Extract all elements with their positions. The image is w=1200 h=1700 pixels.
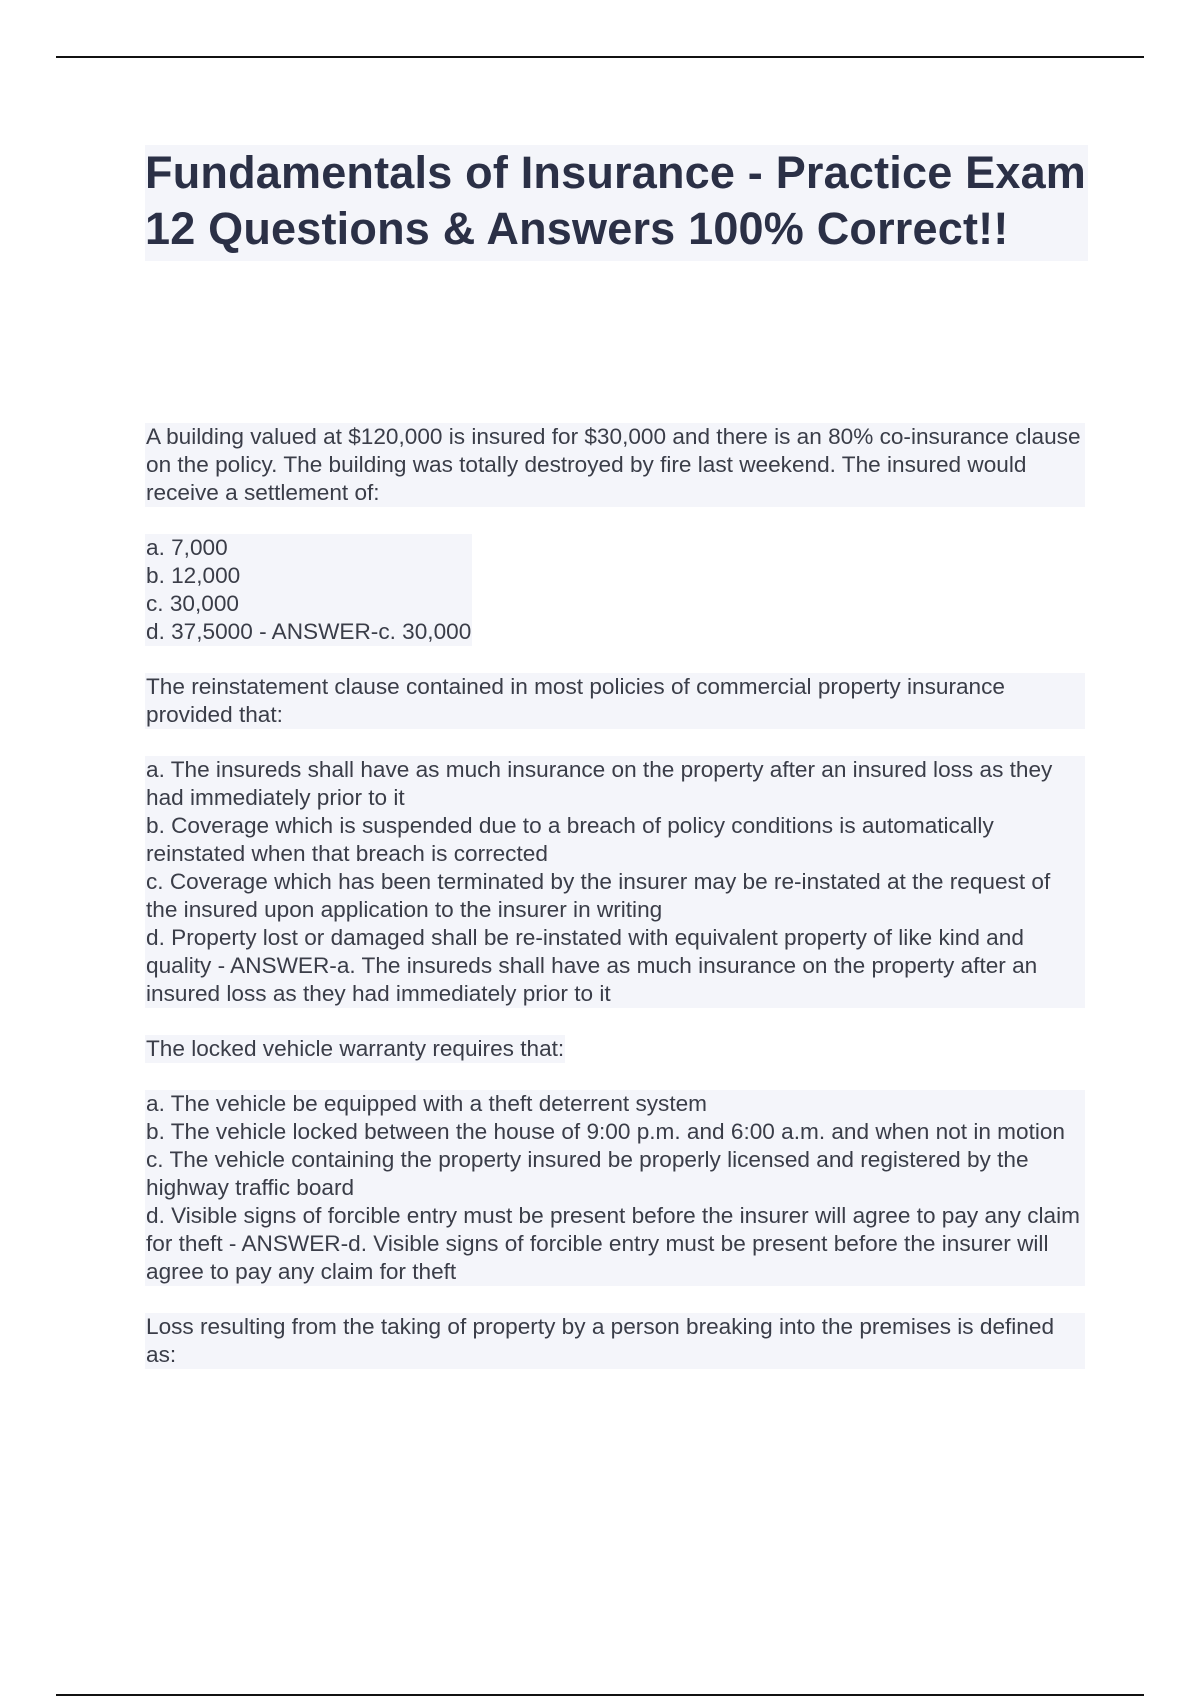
option-a: a. The vehicle be equipped with a theft deterrent system [146,1091,707,1116]
option-d-with-answer [146,924,1084,1008]
option-a: a. The insureds shall have as much insurance on the property after an insured loss as they had immediately prior to it [146,757,1053,810]
question-stem: A building valued at $120,000 is insured for $30,000 and there is an 80% co-insurance clause on the policy. The building was totally destroyed by fire last weekend. The insured would receive a settlement of: [145,423,1085,507]
option-d-with-answer [146,1202,1084,1286]
question-list [145,423,1085,1423]
top-rule [56,56,1144,58]
option-c: c. 30,000 [146,591,239,616]
bottom-rule [56,1694,1144,1696]
option-b: b. 12,000 [146,563,241,588]
question-stem: Loss resulting from the taking of property by a person breaking into the premises is defined as: [145,1313,1085,1369]
answer-key: - ANSWER-c. 30,000 [252,619,472,644]
question-item [145,673,1085,1008]
question-item [145,423,1085,646]
option-d: d. 37,5000 [146,619,253,644]
title-block [145,145,1088,261]
document-title: Fundamentals of Insurance - Practice Exam 12 Questions & Answers 100% Correct!! [145,147,1087,254]
answer-key: - ANSWER-d. Visible signs of forcible entry must be present before the insurer will agree to pay any claim for theft [146,1231,1049,1284]
option-b: b. Coverage which is suspended due to a breach of policy conditions is automatically reinstated when that breach is corrected [146,813,994,866]
question-item [145,1313,1085,1396]
option-c: c. The vehicle containing the property insured be properly licensed and registered by the highway traffic board [146,1147,1029,1200]
question-stem: The reinstatement clause contained in most policies of commercial property insurance provided that: [145,673,1085,729]
option-a: a. 7,000 [146,535,228,560]
answer-options [145,756,1085,1008]
option-b: b. The vehicle locked between the house of 9:00 p.m. and 6:00 a.m. and when not in motion [146,1119,1065,1144]
question-item [145,1035,1085,1286]
answer-key: - ANSWER-a. The insureds shall have as much insurance on the property after an insured loss as they had immediately prior to it [146,953,1038,1006]
option-d: d. Visible signs of forcible entry must be present before the insurer will agree to pay any claim for theft [146,1203,1080,1256]
option-d-with-answer [146,618,471,646]
option-d: d. Property lost or damaged shall be re-instated with equivalent property of like kind and quality [146,925,1024,978]
answer-options [145,1090,1085,1286]
answer-options [145,534,472,646]
option-c: c. Coverage which has been terminated by the insurer may be re-instated at the request of the insured upon application to the insurer in writing [146,869,1051,922]
question-stem: The locked vehicle warranty requires that: [146,1036,565,1061]
